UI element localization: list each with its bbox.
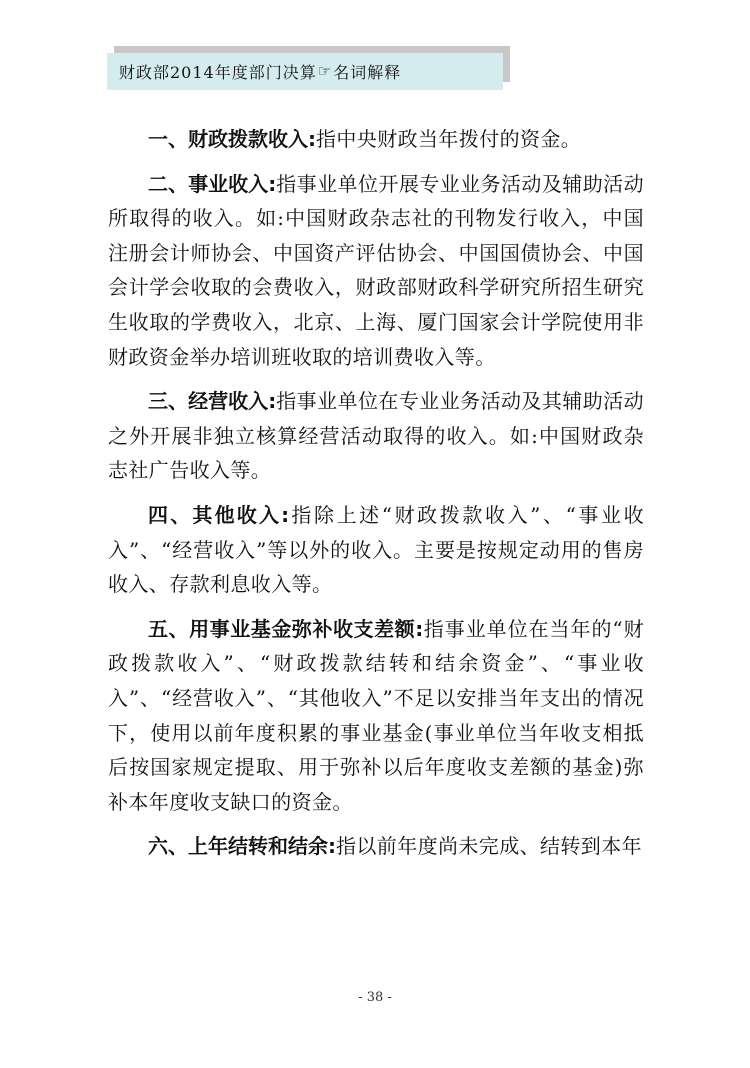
term-definition: 指事业单位在专业业务活动及其辅助活动之外开展非独立核算经营活动取得的收入。如:中国财政杂志社广告收入等。 [108,389,645,483]
page-number: - 38 - [358,990,392,1005]
term-label: 五、用事业基金弥补收支差额: [148,616,424,641]
term-definition: 指事业单位开展专业业务活动及辅助活动所取得的收入。如:中国财政杂志社的刊物发行收入，中国注册会计师协会、中国资产评估协会、中国国债协会、中国会计学会收取的会费收入，财政部财政科学研究所招生研究生收取的学费收入，北京、上海、厦门国家会计学院使用非财政资金举办培训班收取的培训费收入等。 [108,171,645,369]
paragraph-2 [108,167,644,375]
term-label: 六、上年结转和结余: [148,834,336,859]
paragraph-6 [108,829,644,864]
header-title-prefix: 财政部2014年度部门决算 [119,63,317,82]
document-header [107,53,503,90]
pointing-hand-icon: ☞ [317,61,333,80]
paragraph-5 [108,612,644,820]
term-definition: 指事业单位在当年的“财政拨款收入”、“财政拨款结转和结余资金”、“事业收入”、“经营收入”、“其他收入”不足以安排当年支出的情况下，使用以前年度积累的事业基金(事业单位当年收支相抵后按国家规定提取、用于弥补以后年度收支差额的基金)弥补本年度收支缺口的资金。 [108,616,645,814]
paragraph-4 [108,498,644,602]
document-body [108,122,644,874]
paragraph-1 [108,122,644,157]
term-definition: 指以前年度尚未完成、结转到本年 [336,834,642,859]
term-definition: 指除上述“财政拨款收入”、“事业收入”、“经营收入”等以外的收入。主要是按规定动用的售房收入、存款利息收入等。 [108,502,644,597]
paragraph-3 [108,384,644,488]
term-label: 三、经营收入: [148,389,277,414]
term-label: 四、其他收入: [148,502,290,527]
term-label: 二、事业收入: [148,171,277,196]
header-title-suffix: 名词解释 [333,63,402,82]
term-definition: 指中央财政当年拨付的资金。 [316,127,582,151]
term-label: 一、财政拨款收入: [148,127,316,151]
